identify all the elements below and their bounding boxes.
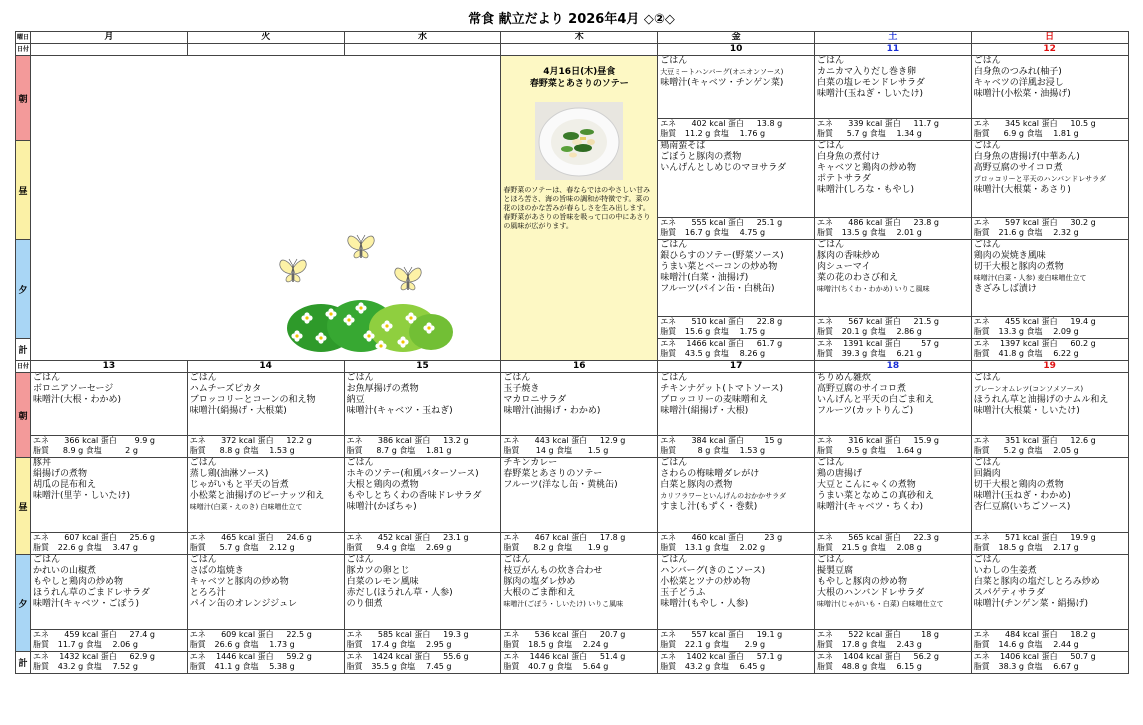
menu-item: うまい菜となめこの真砂和え [816,491,934,501]
menu-item: 味噌汁(ごぼう・しいたけ) いりこ風味 [503,600,624,608]
meal-cell [501,373,658,436]
menu-item: 味噌汁(大根葉・あさり) [973,185,1071,195]
menu-item: ブロッコリーとコーンの和え物 [189,395,316,405]
meal-cell [187,458,344,533]
meal-cell [658,458,815,533]
menu-item: ポテトサラダ [816,174,871,184]
menu-item: キャベツと鶏肉の炒め物 [816,163,916,173]
meal-cell [814,56,971,119]
menu-item: フルーツ(カットりんご) [816,406,914,416]
menu-item: 春野菜とあさりのソテー [503,469,603,479]
menu-item: ごはん [346,373,374,383]
menu-item: ごはん [660,555,688,565]
menu-item: ごはん [660,240,688,250]
featured-dish-panel [501,56,658,361]
nutrition-cell: エネ 585 kcal 蛋白 19.3 g 脂質 17.4 g 食塩 2.95 g [344,630,501,652]
menu-item: ほうれん草のごまドレサラダ [33,588,150,598]
menu-item: ごはん [973,56,1001,66]
nutrition-cell: エネ 452 kcal 蛋白 23.1 g 脂質 9.4 g 食塩 2.69 g [344,533,501,555]
nutrition-cell: エネ 1406 kcal 蛋白 50.7 g 脂質 38.3 g 食塩 6.67 g [971,652,1128,674]
meal-cell [187,373,344,436]
butterfly-illustration [31,56,501,356]
menu-item: ごはん [346,458,374,468]
nutrition-cell: エネ 1391 kcal 蛋白 57 g 脂質 39.3 g 食塩 6.21 g [814,339,971,361]
menu-item: ごはん [973,373,1001,383]
menu-item: 味噌汁(キャベツ・ちくわ) [816,502,924,512]
menu-item: キャベツと豚肉の炒め物 [189,577,289,587]
nutrition-cell: エネ 1404 kcal 蛋白 56.2 g 脂質 48.8 g 食塩 6.15 g [814,652,971,674]
menu-item: かれいの山椒煮 [33,566,97,576]
menu-item: ごはん [973,240,1001,250]
menu-item: ごはん [816,555,844,565]
menu-item: ごはん [816,56,844,66]
nutrition-cell: エネ 1446 kcal 蛋白 59.2 g 脂質 41.1 g 食塩 5.38 g [187,652,344,674]
nutrition-cell: エネ 557 kcal 蛋白 19.1 g 脂質 22.1 g 食塩 2.9 g [658,630,815,652]
featured-description: 春野菜のソテーは、春ならではのやさしい甘みとほろ苦さ、海の旨味の調和が特徴です。菜の花のほのかな苦みが春らしさを生み出します。春野菜があさりの旨味を吸って口の中にあさりの風味が広がります。 [503,186,651,230]
menu-item: 赤だし(ほうれん草・人参) [346,588,453,598]
menu-item: 味噌汁(大根・わかめ) [33,395,122,405]
menu-item: フルーツ(洋なし缶・黄桃缶) [503,480,618,490]
menu-item: ごはん [189,458,217,468]
menu-item: ごはん [816,141,844,151]
menu-item: 玉子どうふ [660,588,706,598]
menu-item: ごはん [503,555,531,565]
menu-item: 白菜と豚肉の塩だしとろみ炒め [973,577,1100,587]
date-cell: 18 [814,361,971,373]
menu-item: 大根と鶏肉の煮物 [346,480,419,490]
menu-item: 味噌汁(絹揚げ・大根葉) [189,406,287,416]
page-title: 常食 献立だより 2026年4月 ◇②◇ [468,12,675,27]
menu-item: 切干大根と鶏肉の煮物 [973,480,1064,490]
menu-item: 大豆ミートハンバーグ(オニオンソース) [660,68,784,76]
nutrition-cell: エネ 351 kcal 蛋白 12.6 g 脂質 5.2 g 食塩 2.05 g [971,436,1128,458]
menu-item: 高野豆腐のサイコロ煮 [973,163,1063,173]
row-label: 夕 [16,240,31,339]
menu-item: ボロニアソーセージ [33,384,114,394]
menu-item: 肉シューマイ [816,262,871,272]
date-cell: 15 [344,361,501,373]
menu-item: 味噌汁(キャベツ・チンゲン菜) [660,78,784,88]
meal-cell [658,555,815,630]
meal-cell [814,458,971,533]
menu-item: 大豆とこんにゃくの煮物 [816,480,916,490]
nutrition-cell: エネ 459 kcal 蛋白 27.4 g 脂質 11.7 g 食塩 2.06 g [31,630,188,652]
menu-item: カリフラワーといんげんのおかかサラダ [660,492,787,500]
meal-cell [658,373,815,436]
menu-item: 大根のごま酢和え [503,588,576,598]
menu-item: ごはん [503,373,531,383]
nutrition-cell: エネ 443 kcal 蛋白 12.9 g 脂質 14 g 食塩 1.5 g [501,436,658,458]
menu-item: ごはん [660,458,688,468]
menu-item: うまい菜とベーコンの炒め物 [660,262,778,272]
date-cell [344,44,501,56]
row-label: 昼 [16,141,31,240]
meal-cell [658,141,815,218]
menu-item: 味噌汁(もやし・人参) [660,599,749,609]
menu-item: ごぼうと豚肉の煮物 [660,152,742,162]
menu-item: プレーンオムレツ(コンソメソース) [973,385,1084,393]
nutrition-cell: エネ 372 kcal 蛋白 12.2 g 脂質 8.8 g 食塩 1.53 g [187,436,344,458]
menu-item: 切干大根と豚肉の煮物 [973,262,1064,272]
menu-item: 胡瓜の昆布和え [33,480,97,490]
menu-item: ごはん [33,373,61,383]
menu-item: 大根のハンバンドレサラダ [816,588,925,598]
nutrition-cell: エネ 460 kcal 蛋白 23 g 脂質 13.1 g 食塩 2.02 g [658,533,815,555]
date-cell: 12 [971,44,1128,56]
nutrition-cell: エネ 565 kcal 蛋白 22.3 g 脂質 21.5 g 食塩 2.08 g [814,533,971,555]
menu-item: とろろ汁 [189,588,226,598]
menu-item: 小松菜とツナの炒め物 [660,577,751,587]
menu-item: スパゲティサラダ [973,588,1045,598]
menu-item: ホキのソテー(和風バターソース) [346,469,479,479]
menu-item: さばの塩焼き [189,566,244,576]
nutrition-cell: エネ 486 kcal 蛋白 23.8 g 脂質 13.5 g 食塩 2.01 g [814,218,971,240]
menu-item: いんげんとしめじのマヨサラダ [660,163,787,173]
nutrition-cell: エネ 316 kcal 蛋白 15.9 g 脂質 9.5 g 食塩 1.64 g [814,436,971,458]
menu-item: いわしの生姜煮 [973,566,1037,576]
menu-item: 鶏南蛮そば [660,141,706,151]
menu-item: 味噌汁(絹揚げ・大根) [660,406,749,416]
date-cell: 19 [971,361,1128,373]
row-label: 朝 [16,373,31,458]
menu-item: ごはん [346,555,374,565]
meal-cell [814,373,971,436]
meal-cell [658,240,815,317]
menu-item: さわらの梅味噌ダレがけ [660,469,760,479]
date-cell: 13 [31,361,188,373]
menu-item: 味噌汁(かぼちゃ) [346,502,417,512]
menu-item: ごはん [189,555,217,565]
nutrition-cell: エネ 1432 kcal 蛋白 62.9 g 脂質 43.2 g 食塩 7.52 g [31,652,188,674]
meal-cell [971,240,1128,317]
nutrition-cell: エネ 609 kcal 蛋白 22.5 g 脂質 26.6 g 食塩 1.73 g [187,630,344,652]
date-cell [31,44,188,56]
menu-item: 豚肉の塩ダレ炒め [503,577,576,587]
menu-item: 味噌汁(油揚げ・わかめ) [503,406,601,416]
menu-item: 豚肉の香味炒め [816,251,880,261]
meal-cell [501,555,658,630]
menu-item: ごはん [973,141,1001,151]
meal-cell [814,240,971,317]
menu-item: ハンバーグ(きのこソース) [660,566,766,576]
menu-item: 味噌汁(チンゲン菜・絹揚げ) [973,599,1088,609]
meal-cell [501,458,658,533]
meal-cell [971,555,1128,630]
menu-item: 蒸し鶏(油淋ソース) [189,469,269,479]
menu-item: 味噌汁(白菜・油揚げ) [660,273,749,283]
menu-item: 玉子焼き [503,384,540,394]
menu-item: すまし汁(もずく・巻麩) [660,502,758,512]
meal-cell [31,373,188,436]
menu-item: もやしと豚肉の炒め物 [816,577,907,587]
featured-dish-name: 春野菜とあさりのソテー [529,79,629,89]
row-label: 曜日 [16,32,31,44]
meal-cell [814,555,971,630]
meal-cell [31,555,188,630]
nutrition-cell: エネ 567 kcal 蛋白 21.5 g 脂質 20.1 g 食塩 2.86 g [814,317,971,339]
row-label: 計 [16,339,31,361]
menu-item: ごはん [816,458,844,468]
date-cell: 16 [501,361,658,373]
menu-item: ほうれん草と油揚げのナムル和え [973,395,1109,405]
dish-photo [535,102,623,180]
nutrition-cell: エネ 522 kcal 蛋白 18 g 脂質 17.8 g 食塩 2.43 g [814,630,971,652]
menu-item: ハムチーズピカタ [189,384,262,394]
nutrition-cell: エネ 571 kcal 蛋白 19.9 g 脂質 18.5 g 食塩 2.17 g [971,533,1128,555]
menu-item: ごはん [660,373,688,383]
menu-item: 白身魚の唐揚げ(中華あん) [973,152,1080,162]
menu-item: 杏仁豆腐(いちごソース) [973,502,1071,512]
nutrition-cell: エネ 1397 kcal 蛋白 60.2 g 脂質 41.8 g 食塩 6.22 g [971,339,1128,361]
meal-cell [31,458,188,533]
menu-item: 味噌汁(じゃがいも・白菜) 白味噌仕立て [816,600,944,608]
meal-cell [187,555,344,630]
menu-item: 味噌汁(白菜・えのき) 白味噌仕立て [189,503,303,511]
date-cell: 11 [814,44,971,56]
row-label: 日付 [16,361,31,373]
menu-item: 回鍋肉 [973,469,1001,479]
menu-item: 味噌汁(玉ねぎ・わかめ) [973,491,1071,501]
nutrition-cell: エネ 536 kcal 蛋白 20.7 g 脂質 18.5 g 食塩 2.24 g [501,630,658,652]
menu-item: ごはん [973,555,1001,565]
meal-cell [971,56,1128,119]
menu-item: もやしとちくわの香味ドレサラダ [346,491,482,501]
row-label: 日付 [16,44,31,56]
menu-item: ちりめん雑炊 [816,373,871,383]
nutrition-cell: エネ 484 kcal 蛋白 18.2 g 脂質 14.6 g 食塩 2.44 g [971,630,1128,652]
menu-item: 白菜のレモン風味 [346,577,419,587]
menu-item: 味噌汁(ちくわ・わかめ) いりこ風味 [816,285,930,293]
date-cell: 17 [658,361,815,373]
menu-item: 高野豆腐のサイコロ煮 [816,384,906,394]
menu-item: 味噌汁(キャベツ・ごぼう) [33,599,140,609]
weekday-header: 金 [658,32,815,44]
meal-cell [971,373,1128,436]
nutrition-cell: エネ 1402 kcal 蛋白 57.1 g 脂質 43.2 g 食塩 6.45 g [658,652,815,674]
menu-item: 枝豆がんもの炊き合わせ [503,566,603,576]
menu-item: ごはん [973,458,1001,468]
menu-item: 味噌汁(小松菜・油揚げ) [973,89,1071,99]
menu-item: ブロッコリーと平天のハンバンドレサラダ [973,175,1107,183]
menu-item: 銀ひらすのソテー(野菜ソース) [660,251,784,261]
nutrition-cell: エネ 366 kcal 蛋白 9.9 g 脂質 8.9 g 食塩 2 g [31,436,188,458]
nutrition-cell: エネ 1446 kcal 蛋白 51.4 g 脂質 40.7 g 食塩 5.64 g [501,652,658,674]
nutrition-cell: エネ 1466 kcal 蛋白 61.7 g 脂質 43.5 g 食塩 8.26 g [658,339,815,361]
meal-cell [658,56,815,119]
date-cell: 10 [658,44,815,56]
menu-item: 味噌汁(大根葉・しいたけ) [973,406,1080,416]
nutrition-cell: エネ 402 kcal 蛋白 13.8 g 脂質 11.2 g 食塩 1.76 g [658,119,815,141]
menu-item: 味噌汁(里芋・しいたけ) [33,491,131,501]
menu-item: きざみしば漬け [973,284,1037,294]
menu-item: チキンナゲット(トマトソース) [660,384,783,394]
menu-item: カニカマ入りだし巻き卵 [816,67,916,77]
menu-item: じゃがいもと平天の旨煮 [189,480,289,490]
nutrition-cell: エネ 467 kcal 蛋白 17.8 g 脂質 8.2 g 食塩 1.9 g [501,533,658,555]
menu-item: 味噌汁(キャベツ・玉ねぎ) [346,406,453,416]
menu-item: ごはん [189,373,217,383]
menu-item: 白身魚のつみれ(柚子) [973,67,1062,77]
nutrition-cell: エネ 339 kcal 蛋白 11.7 g 脂質 5.7 g 食塩 1.34 g [814,119,971,141]
menu-item: 鶏肉の炭焼き風味 [973,251,1046,261]
weekday-header: 日 [971,32,1128,44]
menu-item: ごはん [660,56,688,66]
menu-item: 味噌汁(しろな・もやし) [816,185,915,195]
weekday-header: 木 [501,32,658,44]
menu-item: 鶏の唐揚げ [816,469,862,479]
featured-date: 4月16日(木)昼食 [543,67,616,77]
meal-cell [971,458,1128,533]
menu-item: フルーツ(パイン缶・白桃缶) [660,284,775,294]
row-label: 昼 [16,458,31,555]
menu-item: 豚丼 [33,458,52,468]
weekday-header: 土 [814,32,971,44]
nutrition-cell: エネ 555 kcal 蛋白 25.1 g 脂質 16.7 g 食塩 4.75 g [658,218,815,240]
nutrition-cell: エネ 597 kcal 蛋白 30.2 g 脂質 21.6 g 食塩 2.32 g [971,218,1128,240]
menu-item: 白菜の塩レモンドレサラダ [816,78,925,88]
weekday-header: 月 [31,32,188,44]
date-cell [501,44,658,56]
nutrition-cell: エネ 510 kcal 蛋白 22.8 g 脂質 15.6 g 食塩 1.75 g [658,317,815,339]
nutrition-cell: エネ 386 kcal 蛋白 13.2 g 脂質 8.7 g 食塩 1.81 g [344,436,501,458]
menu-item: 豚カツの卵とじ [346,566,410,576]
row-label: 計 [16,652,31,674]
meal-cell [344,555,501,630]
menu-calendar [15,31,1129,674]
menu-item: パイン缶のオレンジジュレ [189,599,297,609]
nutrition-cell: エネ 1424 kcal 蛋白 55.6 g 脂質 35.5 g 食塩 7.45 g [344,652,501,674]
menu-item: 菜の花のわさび和え [816,273,898,283]
menu-item: 白菜と豚肉の煮物 [660,480,733,490]
menu-item: チキンカレー [503,458,558,468]
menu-item: いんげんと平天の白ごま和え [816,395,934,405]
nutrition-cell: エネ 455 kcal 蛋白 19.4 g 脂質 13.3 g 食塩 2.09 g [971,317,1128,339]
menu-item: ブロッコリーの麦味噌和え [660,395,769,405]
weekday-header: 火 [187,32,344,44]
weekday-header: 水 [344,32,501,44]
menu-item: 絹揚げの煮物 [33,469,88,479]
menu-item: のり佃煮 [346,599,383,609]
menu-item: ごはん [816,240,844,250]
meal-cell [344,373,501,436]
menu-item: 納豆 [346,395,365,405]
menu-item: 擬製豆腐 [816,566,853,576]
date-cell: 14 [187,361,344,373]
menu-item: もやしと鶏肉の炒め物 [33,577,124,587]
decoration-area [31,56,501,361]
nutrition-cell: エネ 384 kcal 蛋白 15 g 脂質 8 g 食塩 1.53 g [658,436,815,458]
menu-item: ごはん [33,555,61,565]
row-label: 夕 [16,555,31,652]
menu-item: お魚厚揚げの煮物 [346,384,419,394]
date-cell [187,44,344,56]
menu-item: 味噌汁(玉ねぎ・しいたけ) [816,89,924,99]
menu-item: 白身魚の煮付け [816,152,880,162]
menu-item: 小松菜と油揚げのピーナッツ和え [189,491,325,501]
menu-item: マカロニサラダ [503,395,567,405]
meal-cell [814,141,971,218]
menu-item: キャベツの洋風お浸し [973,78,1064,88]
meal-cell [971,141,1128,218]
nutrition-cell: エネ 345 kcal 蛋白 10.5 g 脂質 6.9 g 食塩 1.81 g [971,119,1128,141]
menu-item: 味噌汁(白菜・人参) 麦白味噌仕立て [973,274,1087,282]
nutrition-cell: エネ 465 kcal 蛋白 24.6 g 脂質 5.7 g 食塩 2.12 g [187,533,344,555]
nutrition-cell: エネ 607 kcal 蛋白 25.6 g 脂質 22.6 g 食塩 3.47 g [31,533,188,555]
meal-cell [344,458,501,533]
row-label: 朝 [16,56,31,141]
